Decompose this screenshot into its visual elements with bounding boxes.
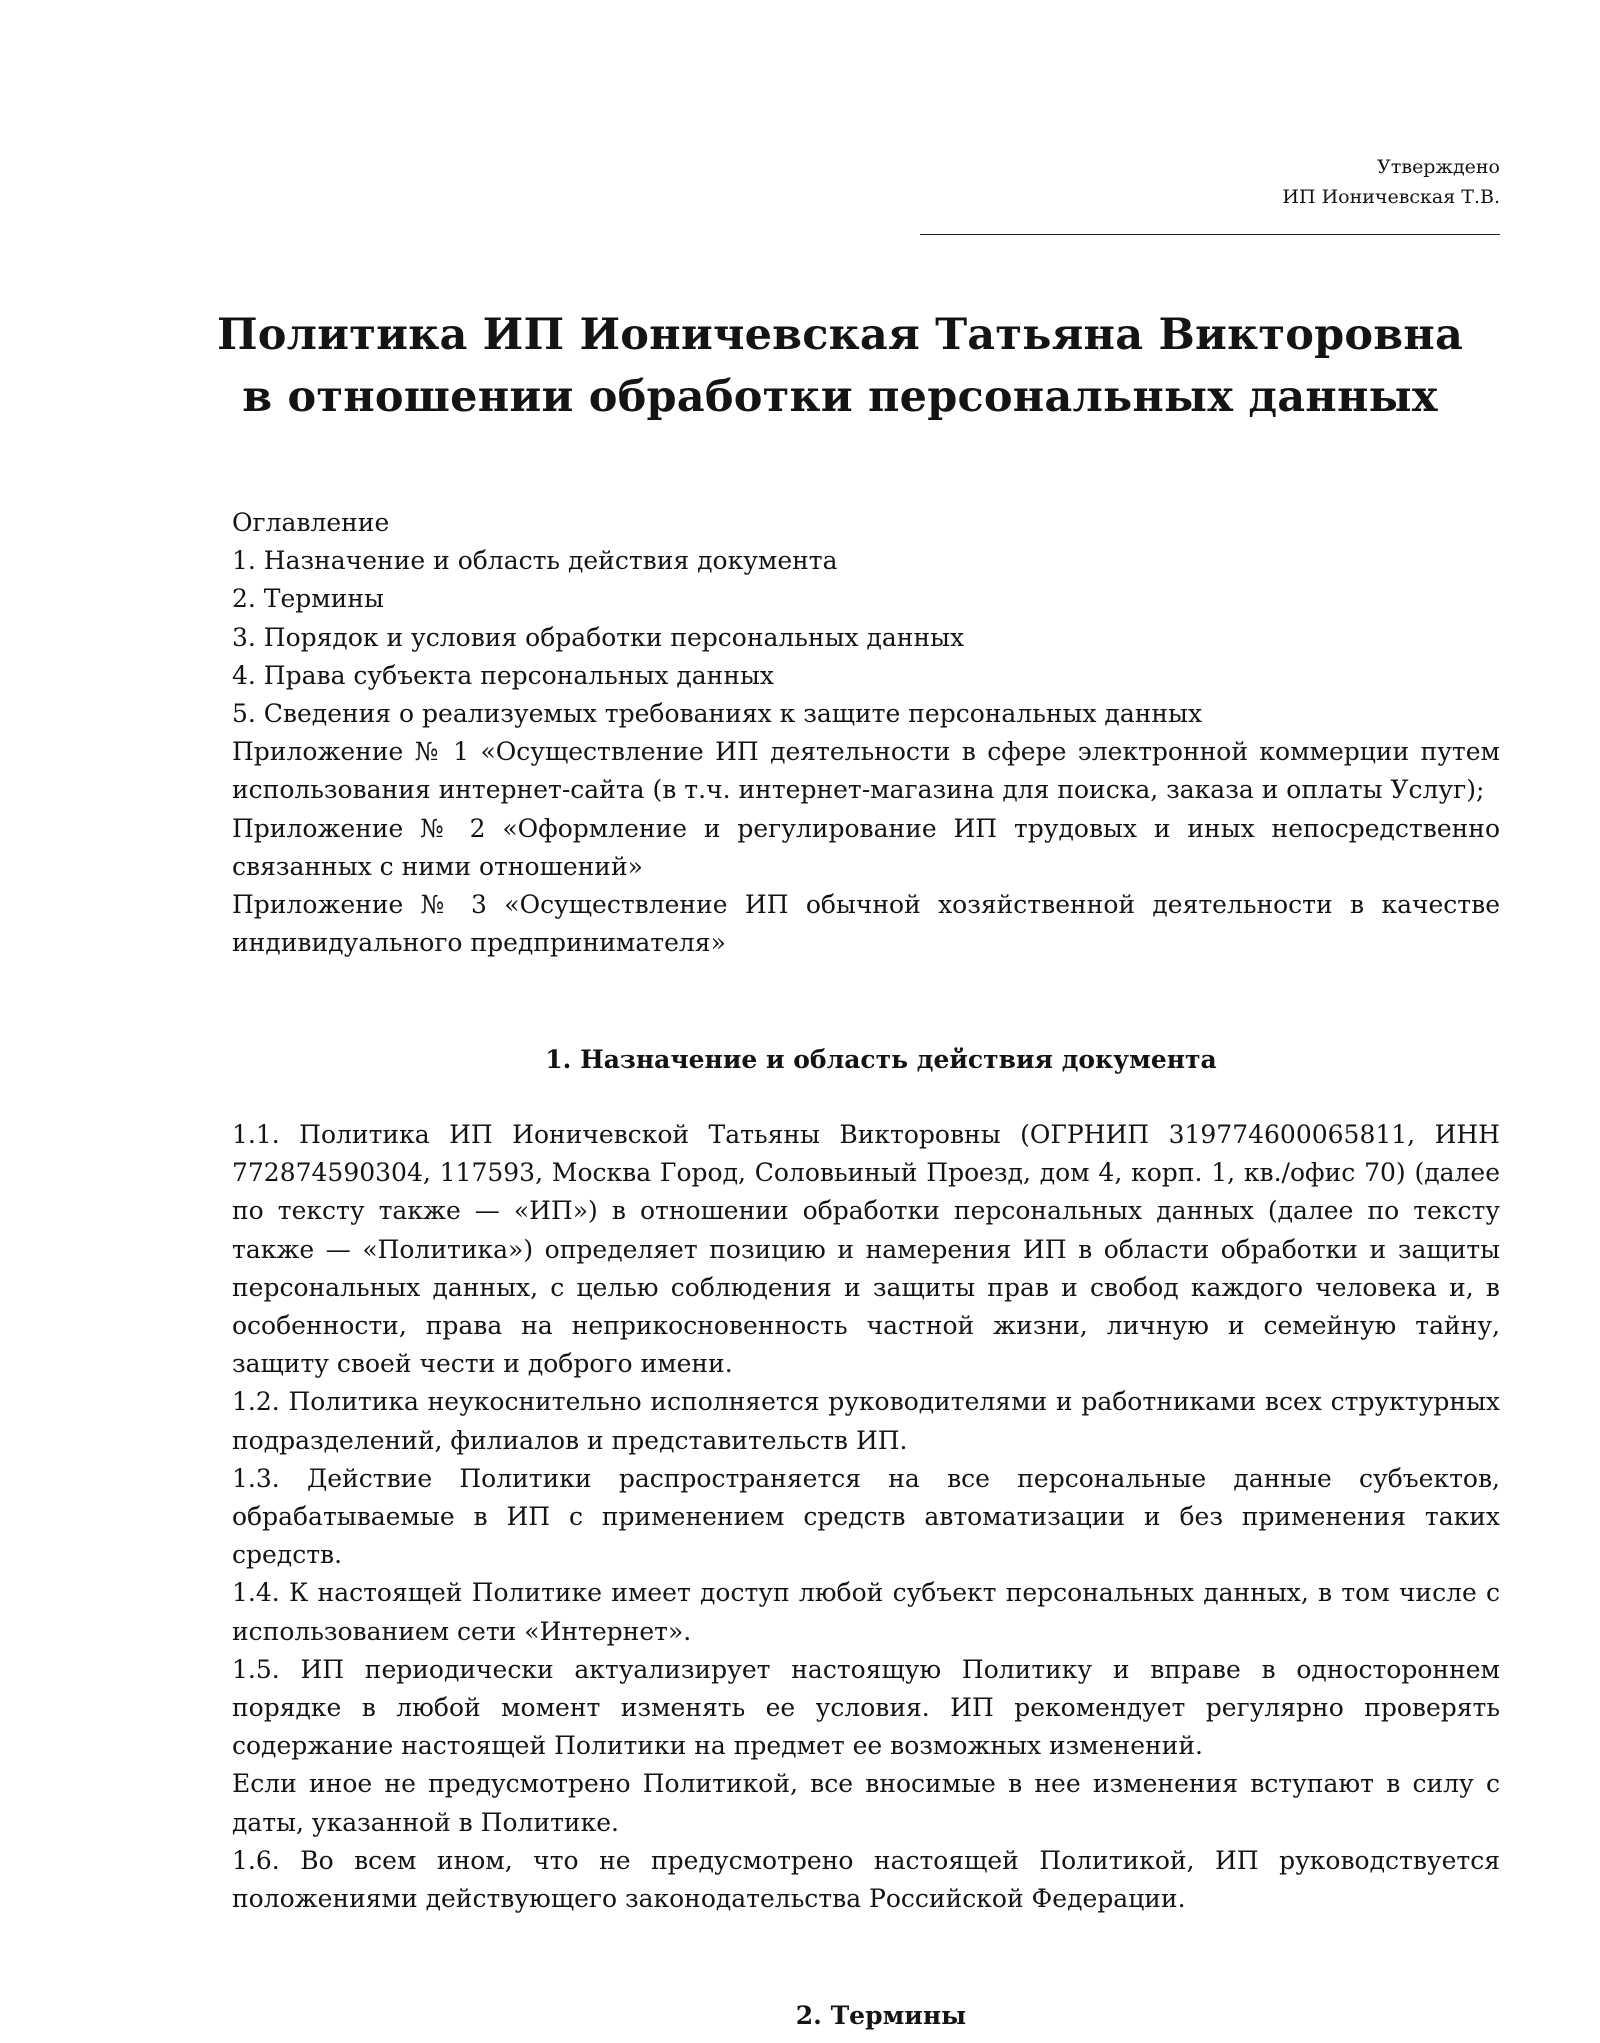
paragraph: 1.4. К настоящей Политике имеет доступ любой субъект персональных данных, в том числе с использованием сети «Интернет».	[232, 1578, 1500, 1646]
approval-label: Утверждено	[1377, 156, 1500, 178]
paragraph: 1.2. Политика неукоснительно исполняется руководителями и работниками всех структурных подразделений, филиалов и представительств ИП.	[232, 1387, 1500, 1455]
toc-item: 5. Сведения о реализуемых требованиях к защите персональных данных	[232, 699, 1203, 729]
toc-item: 2. Термины	[232, 584, 384, 614]
title-line-1: Политика ИП Ионичевская Татьяна Викторовна	[216, 310, 1464, 360]
paragraph: 1.6. Во всем ином, что не предусмотрено настоящей Политикой, ИП руководствуется положениями действующего законодательства Российской Федерации.	[232, 1845, 1500, 1914]
paragraph: 1.5. ИП периодически актуализирует настоящую Политику и вправе в одностороннем порядке в любой момент изменять ее условия. ИП рекомендует регулярно проверять содержание настоящей Политики на предмет ее возможных изменений.	[232, 1654, 1500, 1761]
toc-appendix: Приложение № 2 «Оформление и регулирование ИП трудовых и иных непосредственно связанных с ними отношений»	[232, 813, 1500, 881]
paragraph: Если иное не предусмотрено Политикой, все вносимые в нее изменения вступают в силу с даты, указанной в Политике.	[232, 1769, 1500, 1837]
toc-appendix: Приложение № 3 «Осуществление ИП обычной хозяйственной деятельности в качестве индивидуального предпринимателя»	[232, 890, 1500, 958]
toc-appendix: Приложение № 1 «Осуществление ИП деятельности в сфере электронной коммерции путем использования интернет-сайта (в т.ч. интернет-магазина для поиска, заказа и оплаты Услуг);	[232, 737, 1500, 805]
toc-item: 4. Права субъекта персональных данных	[232, 660, 775, 690]
approval-signatory: ИП Ионичевская Т.В.	[1282, 186, 1500, 208]
paragraph: 1.3. Действие Политики распространяется на все персональные данные субъектов, обрабатываемые в ИП с применением средств автоматизации и без применения таких средств.	[232, 1463, 1500, 1570]
document-title	[180, 304, 1500, 428]
toc-item: 3. Порядок и условия обработки персональных данных	[232, 622, 965, 652]
toc-item: 1. Назначение и область действия документа	[232, 546, 838, 576]
section-1-heading: 1. Назначение и область действия документа	[545, 1045, 1217, 1074]
table-of-contents	[232, 504, 1500, 962]
toc-heading: Оглавление	[232, 508, 390, 537]
section-2-heading: 2. Термины	[795, 2001, 967, 2030]
section-1-body	[232, 1116, 1500, 1918]
paragraph: 1.1. Политика ИП Ионичевской Татьяны Викторовны (ОГРНИП 319774600065811, ИНН 772874590304, 117593, Москва Город, Соловьиный Проезд, дом 4, корп. 1, кв./офис 70) (далее по тексту также — «ИП») в отношении обработки персональных данных (далее по тексту также — «Политика») определяет позицию и намерения ИП в области обработки и защиты персональных данных, с целью соблюдения и защиты прав и свобод каждого человека и, в особенности, права на неприкосновенность частной жизни, личную и семейную тайну, защиту своей чести и доброго имени.	[232, 1120, 1500, 1379]
signature-line	[920, 234, 1500, 235]
title-line-2: в отношении обработки персональных данных	[242, 372, 1438, 422]
approval-block	[920, 152, 1500, 212]
